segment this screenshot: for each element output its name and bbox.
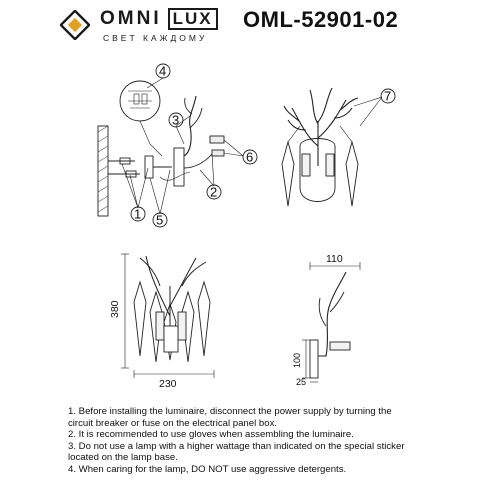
header (0, 0, 480, 56)
dimension-depth-label: 110 (326, 253, 343, 265)
callout-7-label: 7 (384, 88, 392, 104)
callout-1-label: 1 (134, 206, 142, 222)
lamp-drawings-svg (0, 56, 480, 401)
brand-slogan: СВЕТ КАЖДОМУ (103, 33, 208, 43)
technical-drawing (0, 56, 480, 401)
callout-2-label: 2 (210, 184, 218, 200)
safety-notes (68, 406, 410, 475)
dimension-side-view (302, 262, 360, 382)
callout-6-label: 6 (246, 149, 254, 165)
dimension-base-height-label: 100 (292, 352, 302, 368)
brand-name-omni: OMNI (100, 8, 162, 29)
brand-name (100, 8, 218, 30)
callout-4-label: 4 (159, 63, 167, 79)
front-view-drawing (282, 88, 395, 206)
dimension-width-label: 230 (159, 378, 177, 390)
callout-3-label: 3 (172, 112, 180, 128)
brand-name-lux: LUX (168, 8, 218, 30)
installation-drawing (98, 64, 257, 227)
note-item: 3. Do not use a lamp with a higher wattage than indicated on the special sticker located on the lamp base. (68, 440, 405, 463)
model-number: OML-52901-02 (243, 7, 399, 32)
note-item: 2. It is recommended to use gloves when assembling the luminaire. (68, 429, 354, 440)
note-item: 1. Before installing the luminaire, disconnect the power supply by turning the circuit breaker or fuse on the electrical panel box. (68, 406, 392, 429)
omnilux-logo-icon (60, 10, 90, 40)
callout-5-label: 5 (156, 212, 164, 228)
note-item: 4. When caring for the lamp, DO NOT use aggressive detergents. (68, 463, 347, 475)
dimension-height-label: 380 (109, 300, 121, 318)
dimension-base-offset-label: 25 (296, 377, 307, 387)
dimension-front-view (121, 254, 214, 378)
